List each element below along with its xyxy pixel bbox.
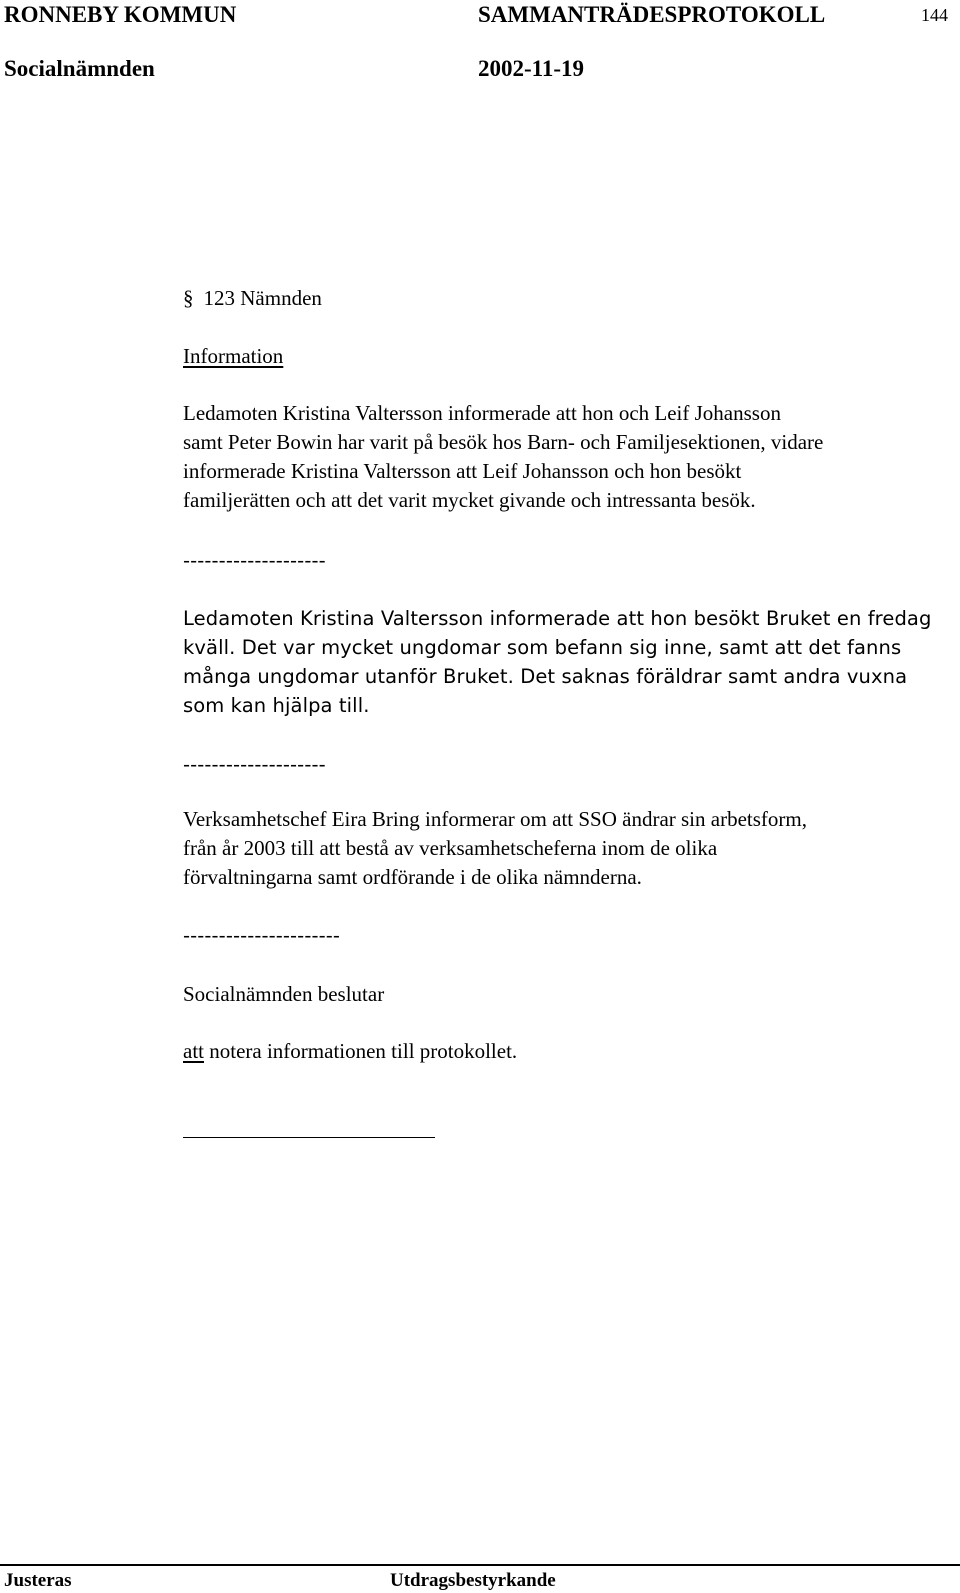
paragraph-line: Ledamoten Kristina Valtersson informerade att hon och Leif Johansson bbox=[183, 401, 781, 425]
section-title-text: 123 Nämnden bbox=[203, 286, 322, 310]
separator-dashes: -------------------- bbox=[183, 753, 326, 776]
board-name: Socialnämnden bbox=[4, 56, 155, 81]
separator-dashes: ---------------------- bbox=[183, 924, 341, 947]
document-type: SAMMANTRÄDESPROTOKOLL bbox=[478, 2, 826, 27]
paragraph-line: kväll. Det var mycket ungdomar som befann sig inne, samt att det fanns bbox=[183, 636, 902, 659]
footer-utdragsbestyrkande: Utdragsbestyrkande bbox=[390, 1570, 556, 1591]
footer-divider bbox=[0, 1564, 960, 1566]
separator-dashes: -------------------- bbox=[183, 549, 326, 572]
decision-heading: Socialnämnden beslutar bbox=[183, 982, 385, 1006]
page-number: 144 bbox=[921, 5, 948, 25]
paragraph-line: från år 2003 till att bestå av verksamhetscheferna inom de olika bbox=[183, 836, 718, 860]
decision-body: notera informationen till protokollet. bbox=[204, 1039, 518, 1063]
paragraph-line: samt Peter Bowin har varit på besök hos Barn- och Familjesektionen, vidare bbox=[183, 430, 824, 454]
organization-name: RONNEBY KOMMUN bbox=[4, 2, 237, 27]
paragraph-line: Verksamhetschef Eira Bring informerar om att SSO ändrar sin arbetsform, bbox=[183, 807, 807, 831]
paragraph-line: familjerätten och att det varit mycket givande och intressanta besök. bbox=[183, 488, 756, 512]
paragraph-line: många ungdomar utanför Bruket. Det saknas föräldrar samt andra vuxna bbox=[183, 665, 908, 688]
decision-text bbox=[183, 1037, 517, 1067]
footer-justeras: Justeras bbox=[4, 1570, 72, 1591]
paragraph-line: förvaltningarna samt ordförande i de olika nämnderna. bbox=[183, 865, 642, 889]
paragraph-line: Ledamoten Kristina Valtersson informerade att hon besökt Bruket en fredag bbox=[183, 607, 932, 630]
meeting-date: 2002-11-19 bbox=[478, 56, 585, 81]
signature-rule bbox=[183, 1137, 435, 1138]
att-keyword: att bbox=[183, 1039, 204, 1063]
section-symbol: § bbox=[183, 286, 194, 310]
paragraph-line: som kan hjälpa till. bbox=[183, 694, 370, 717]
section-title bbox=[183, 284, 322, 314]
section-subject: Information bbox=[183, 344, 284, 368]
paragraph-line: informerade Kristina Valtersson att Leif Johansson och hon besökt bbox=[183, 459, 742, 483]
